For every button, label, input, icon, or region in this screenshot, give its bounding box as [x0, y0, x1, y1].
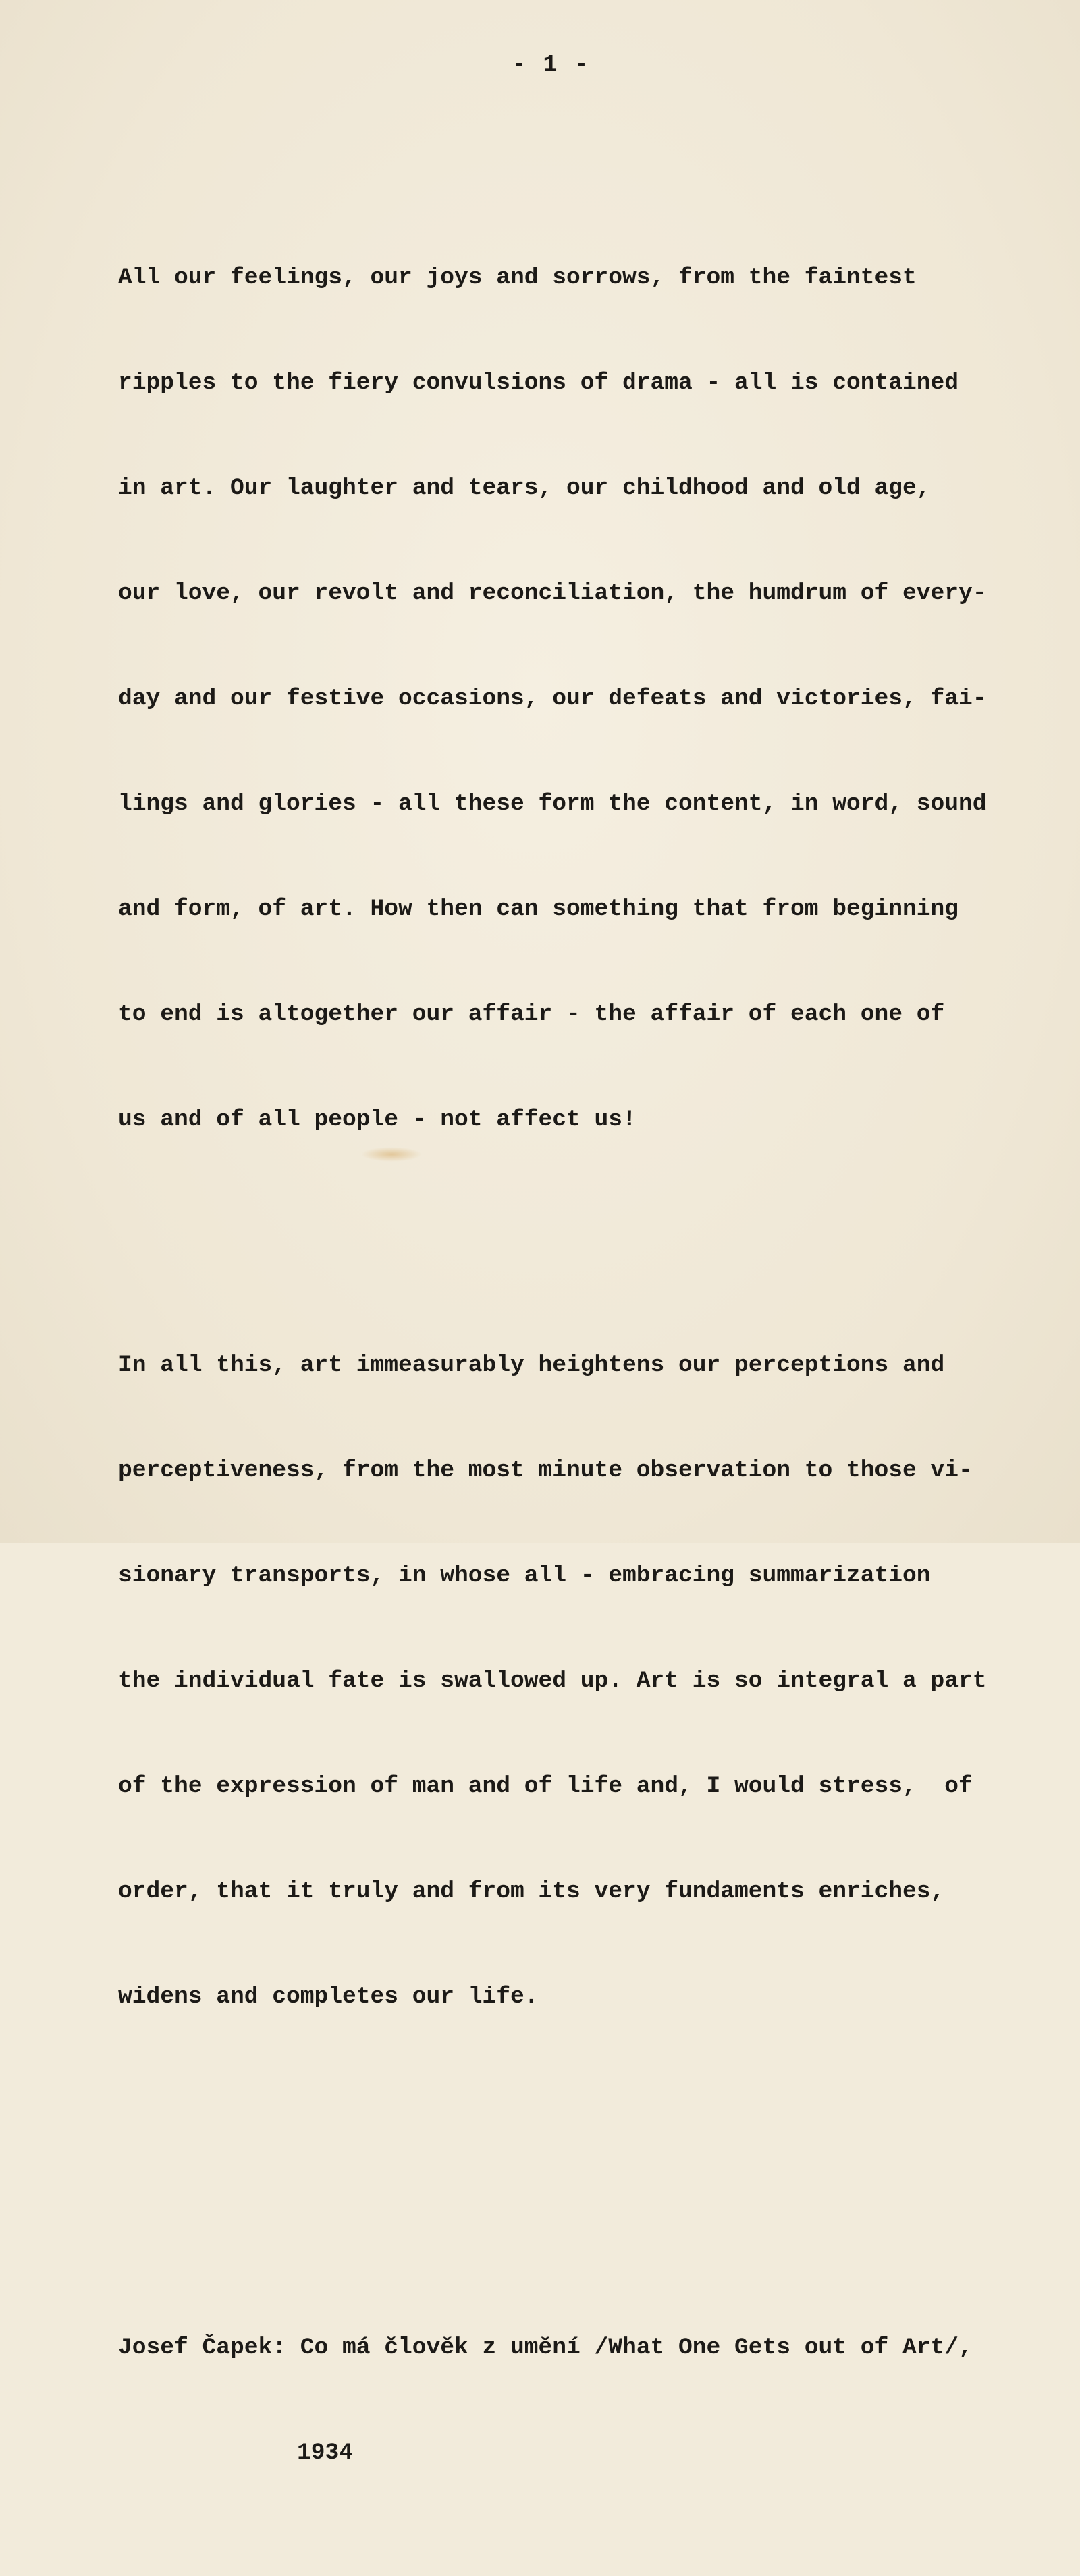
- text-line: our love, our revolt and reconciliation, the humdrum of every-: [118, 580, 987, 607]
- text-line: All our feelings, our joys and sorrows, from the faintest: [118, 264, 917, 291]
- paragraph-2: [118, 1278, 987, 2085]
- text-line: In all this, art immeasurably heightens our perceptions and: [118, 1352, 945, 1378]
- text-line: the individual fate is swallowed up. Art is so integral a part: [118, 1668, 987, 1694]
- page-number: - 1 -: [512, 51, 590, 78]
- text-line: perceptiveness, from the most minute observation to those vi-: [118, 1457, 973, 1484]
- text-line: widens and completes our life.: [118, 1984, 539, 2010]
- spacer: [118, 2155, 987, 2190]
- text-line: sionary transports, in whose all - embracing summarization: [118, 1563, 931, 1589]
- text-line: ripples to the fiery convulsions of drama - all is contained: [118, 370, 959, 396]
- text-line: us and of all people - not affect us!: [118, 1107, 637, 1133]
- attribution: [118, 2260, 987, 2541]
- paragraph-1: [118, 190, 987, 1208]
- text-line: to end is altogether our affair - the affair of each one of: [118, 1001, 945, 1028]
- text-line: lings and glories - all these form the content, in word, sound: [118, 791, 987, 817]
- text-line: order, that it truly and from its very fundaments enriches,: [118, 1878, 945, 1905]
- document-body: [118, 120, 987, 2576]
- attribution-year: 1934: [297, 2440, 354, 2466]
- text-line: day and our festive occasions, our defeats and victories, fai-: [118, 685, 987, 712]
- text-line: in art. Our laughter and tears, our childhood and old age,: [118, 475, 931, 501]
- text-line: of the expression of man and of life and, I would stress, of: [118, 1773, 973, 1799]
- attribution-source: Josef Čapek: Co má člověk z umění /What One Gets out of Art/,: [118, 2334, 973, 2361]
- text-line: and form, of art. How then can something that from beginning: [118, 896, 959, 922]
